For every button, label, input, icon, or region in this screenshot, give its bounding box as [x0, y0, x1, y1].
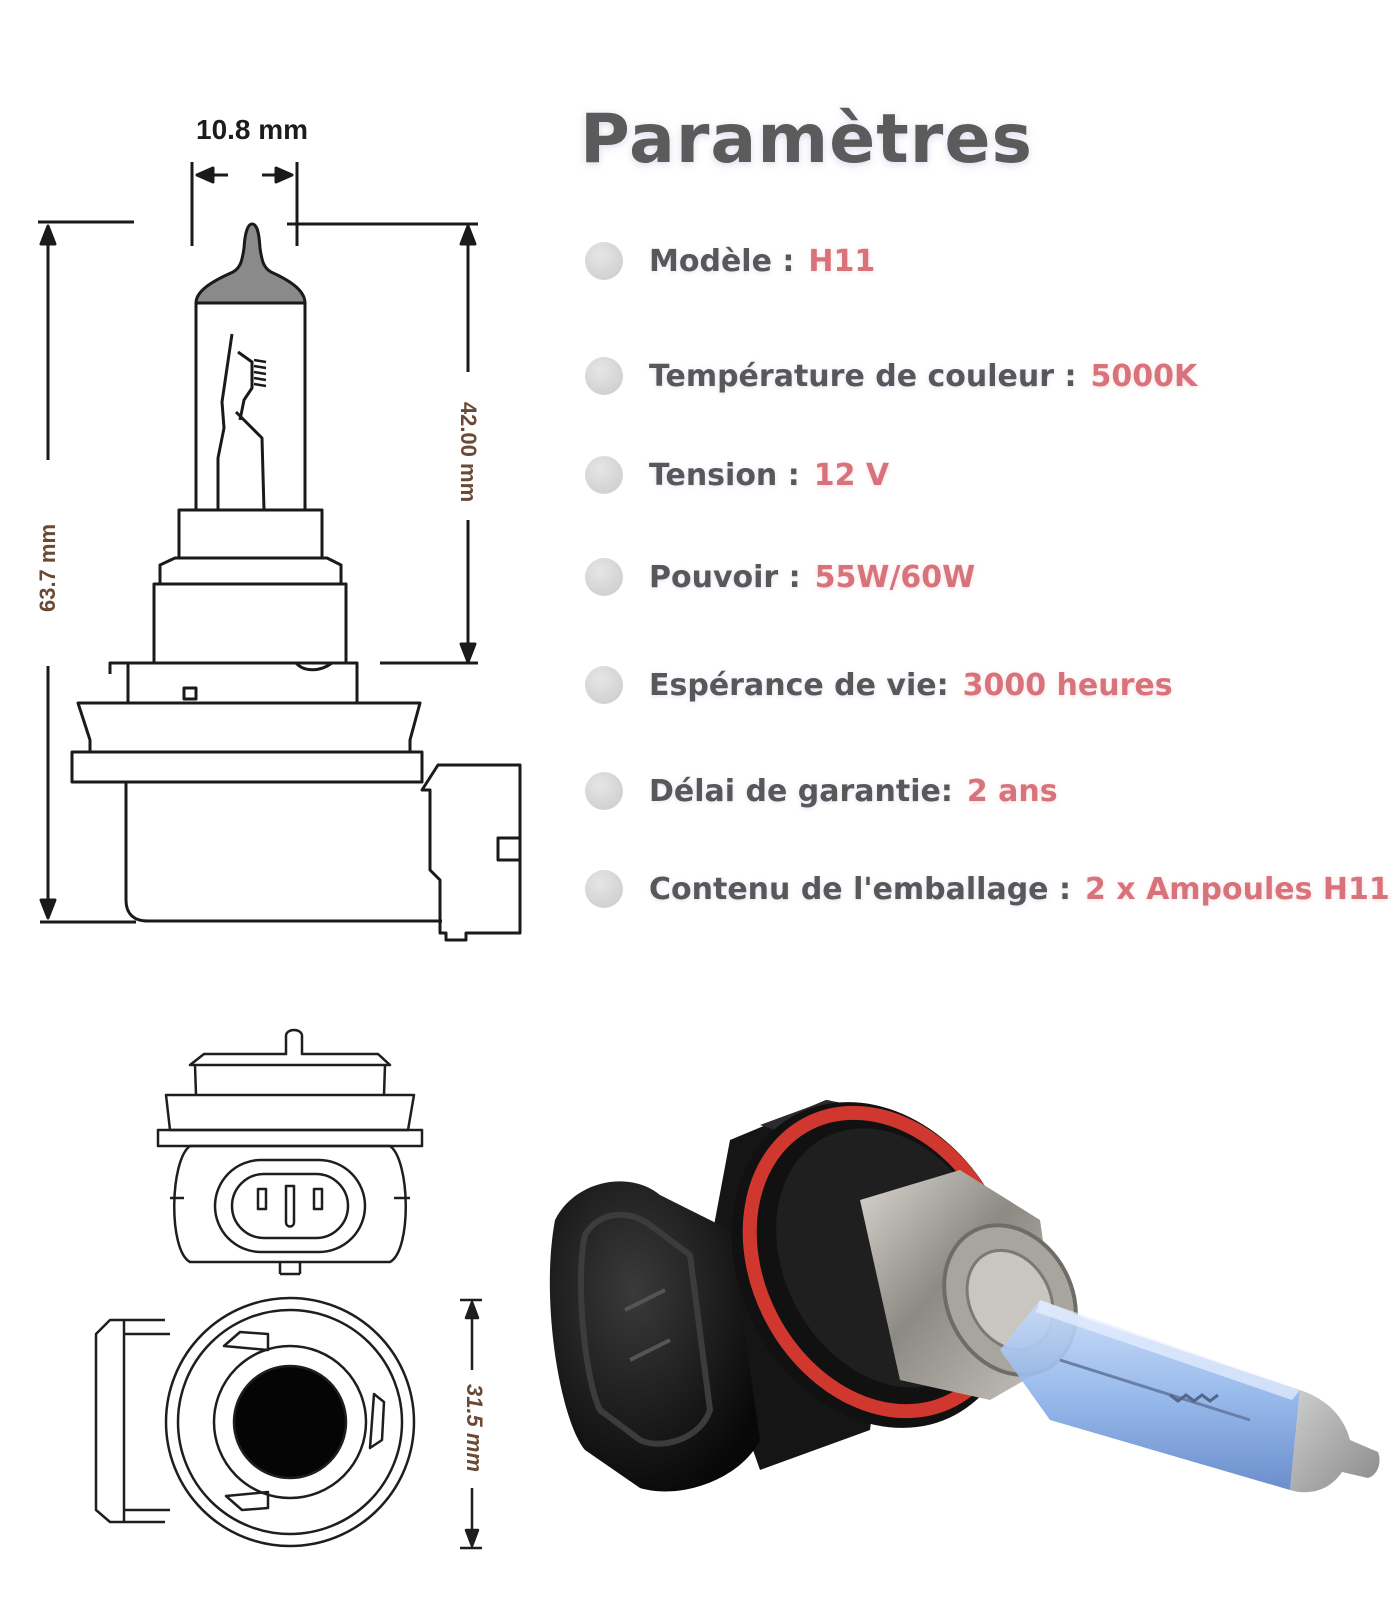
base-diameter-dimension-label: 31.5 mm — [462, 1383, 487, 1473]
bullet-dot — [585, 772, 623, 810]
bullet-dot — [585, 558, 623, 596]
param-color-temperature — [585, 357, 1197, 395]
bullet-dot — [585, 357, 623, 395]
param-power — [585, 558, 975, 596]
param-lifespan — [585, 666, 1173, 704]
param-model-label: Modèle : — [649, 243, 795, 279]
param-model — [585, 242, 875, 280]
param-warranty-label: Délai de garantie: — [649, 773, 953, 809]
param-voltage — [585, 456, 889, 494]
param-package-contents-label: Contenu de l'emballage : — [649, 871, 1071, 907]
param-voltage-value: 12 V — [813, 457, 890, 493]
param-voltage-label: Tension : — [649, 457, 800, 493]
width-dimension-label: 10.8 mm — [196, 114, 309, 145]
param-package-contents — [585, 870, 1390, 908]
bullet-dot — [585, 870, 623, 908]
param-color-temperature-label: Température de couleur : — [649, 358, 1077, 394]
parameters-title: Paramètres — [580, 100, 1033, 179]
glass-height-dimension-label: 42.00 mm — [456, 401, 481, 503]
total-height-dimension-label: 63.7 mm — [35, 523, 60, 613]
param-color-temperature-value: 5000K — [1090, 358, 1198, 394]
param-package-contents-value: 2 x Ampoules H11 — [1084, 871, 1390, 907]
param-lifespan-label: Espérance de vie: — [649, 667, 949, 703]
bullet-dot — [585, 666, 623, 704]
param-power-label: Pouvoir : — [649, 559, 801, 595]
bullet-dot — [585, 242, 623, 280]
param-warranty-value: 2 ans — [966, 773, 1058, 809]
param-power-value: 55W/60W — [814, 559, 976, 595]
param-lifespan-value: 3000 heures — [962, 667, 1173, 703]
bullet-dot — [585, 456, 623, 494]
param-warranty — [585, 772, 1058, 810]
param-model-value: H11 — [808, 243, 876, 279]
